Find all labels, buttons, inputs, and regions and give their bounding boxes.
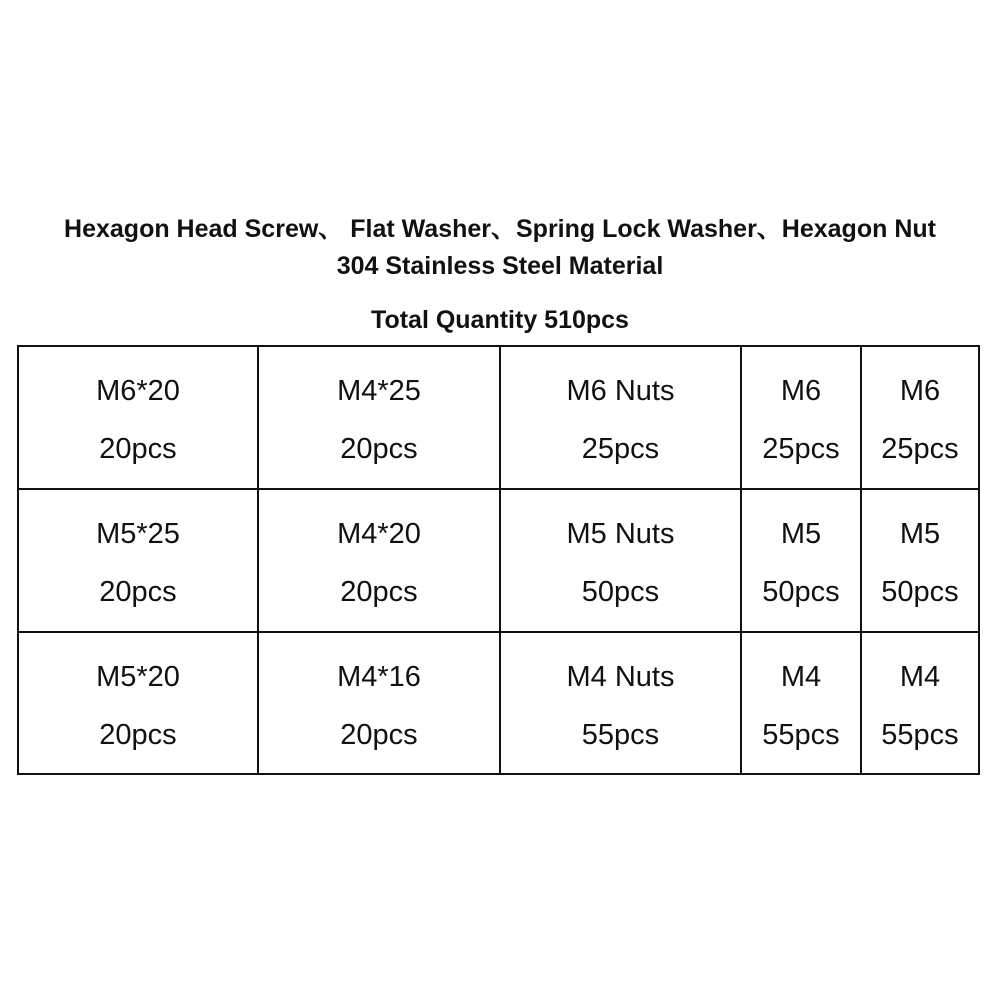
cell-quantity: 20pcs	[340, 719, 418, 751]
cell-size: M5*25	[96, 518, 180, 550]
parts-table	[17, 345, 980, 775]
table-cell	[19, 347, 259, 490]
table-cell	[862, 347, 978, 490]
cell-size: M4*16	[337, 661, 421, 693]
cell-quantity: 20pcs	[340, 433, 418, 465]
table-cell	[862, 490, 978, 633]
cell-size: M6 Nuts	[566, 375, 675, 407]
cell-quantity: 20pcs	[99, 433, 177, 465]
table-cell	[742, 633, 862, 773]
table-cell	[742, 490, 862, 633]
cell-size: M4 Nuts	[566, 661, 675, 693]
cell-quantity: 25pcs	[881, 433, 959, 465]
cell-quantity: 50pcs	[581, 576, 660, 608]
table-cell	[259, 490, 501, 633]
cell-quantity: 25pcs	[581, 433, 660, 465]
cell-size: M4	[780, 661, 822, 693]
table-cell	[19, 633, 259, 773]
cell-quantity: 50pcs	[881, 576, 959, 608]
table-cell	[259, 633, 501, 773]
cell-size: M4*20	[337, 518, 421, 550]
table-cell	[501, 490, 742, 633]
cell-size: M5	[899, 518, 941, 550]
table-cell	[19, 490, 259, 633]
table-cell	[259, 347, 501, 490]
cell-size: M4	[899, 661, 941, 693]
cell-quantity: 50pcs	[762, 576, 840, 608]
cell-size: M5*20	[96, 661, 180, 693]
title-product-types: Hexagon Head Screw、 Flat Washer、Spring Lock Washer、Hexagon Nut	[64, 215, 936, 243]
cell-quantity: 55pcs	[762, 719, 840, 751]
table-cell	[501, 347, 742, 490]
cell-size: M6	[780, 375, 822, 407]
cell-size: M6	[899, 375, 941, 407]
table-cell	[862, 633, 978, 773]
table-cell	[742, 347, 862, 490]
cell-size: M6*20	[96, 375, 180, 407]
cell-quantity: 55pcs	[881, 719, 959, 751]
cell-size: M5	[780, 518, 822, 550]
cell-size: M5 Nuts	[566, 518, 675, 550]
cell-quantity: 55pcs	[581, 719, 660, 751]
cell-quantity: 20pcs	[340, 576, 418, 608]
cell-quantity: 20pcs	[99, 719, 177, 751]
cell-quantity: 25pcs	[762, 433, 840, 465]
title-total-quantity: Total Quantity 510pcs	[371, 306, 629, 334]
cell-quantity: 20pcs	[99, 576, 177, 608]
title-material: 304 Stainless Steel Material	[336, 252, 664, 280]
table-cell	[501, 633, 742, 773]
cell-size: M4*25	[337, 375, 421, 407]
